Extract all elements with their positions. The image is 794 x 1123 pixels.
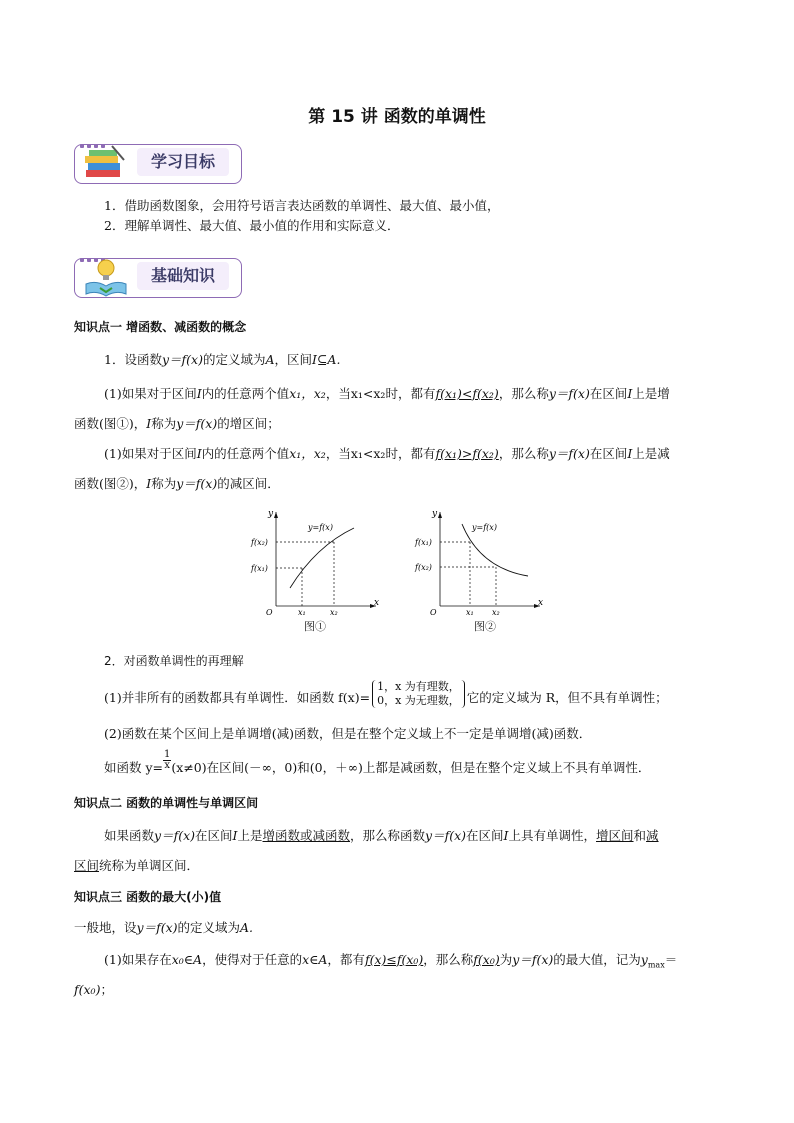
open-book-lightbulb-icon [82,256,130,298]
increasing-curve [290,528,354,588]
x1-label: x₁ [466,608,474,616]
kp1b-line1: (1)并非所有的函数都具有单调性．如函数 f(x)= 1，x 为有理数， 0，x 为无理数， 它的定义域为 R，但不具有单调性； [104,680,668,707]
goal-item: 1．借助函数图象，会用符号语言表达函数的单调性、最大值、最小值， [104,198,500,213]
kp2-line2: 区间统称为单调区间． [74,858,200,873]
y-label: y [432,509,438,519]
kp1-increasing-def-line1: (1)如果对于区间I内的任意两个值x₁，x₂，当x₁<x₂时，都有f(x₁)<f(x₂)，那么称y＝f(x)在区间I上是增 [104,386,670,401]
goal-item: 2．理解单调性、最大值、最小值的作用和实际意义． [104,218,400,233]
piecewise-cases: 1，x 为有理数， 0，x 为无理数， [372,680,465,708]
x-label: x [538,598,544,608]
origin-label: O [266,608,273,616]
kp3-line1: 一般地，设y＝f(x)的定义域为A. [74,920,254,935]
banner-label: 学习目标 [137,148,229,176]
kp3-line3: f(x₀)； [74,982,113,997]
figure-increasing-function [246,506,386,616]
kp1-heading: 知识点一 增函数、减函数的概念 [74,320,247,334]
kp3-heading: 知识点三 函数的最大(小)值 [74,890,222,904]
x1-label: x₁ [298,608,306,616]
kp3-line2: (1)如果存在x₀∈A，使得对于任意的x∈A，都有f(x)≤f(x₀)，那么称f(x₀)为y＝f(x)的最大值，记为$y_{max}=$ [104,952,678,970]
x-label: x [374,598,380,608]
kp1-intro: 1．设函数y＝f(x)的定义域为A，区间I⊆A. [104,352,341,367]
fx1-label: f(x₁) [415,538,432,547]
x2-label: x₂ [330,608,338,616]
books-icon [82,142,130,184]
kp1b-heading: 2．对函数单调性的再理解 [104,654,244,668]
kp1-decreasing-def-line2: 函数(图②)，I称为y＝f(x)的减区间． [74,476,280,491]
kp1-increasing-def-line2: 函数(图①)，I称为y＝f(x)的增区间； [74,416,280,431]
origin-label: O [430,608,437,616]
fx1-label: f(x₁) [251,564,268,573]
fraction-1-over-x: $\frac{1}{x}$ [164,749,171,771]
curve-label: y=f(x) [308,523,333,532]
fx2-label: f(x₂) [415,563,432,572]
banner-learning-goals [74,140,242,186]
kp1-decreasing-def-line1: (1)如果对于区间I内的任意两个值x₁，x₂，当x₁<x₂时，都有f(x₁)>f(x₂)，那么称y＝f(x)在区间I上是减 [104,446,670,461]
kp1b-line3: 如函数 y= $\frac{1}{x}$ (x≠0)在区间(－∞，0)和(0，＋∞)上都是减函数，但是在整个定义域上不具有单调性． [104,749,651,775]
x2-label: x₂ [492,608,500,616]
fig1-caption: 图① [304,620,326,633]
fx2-label: f(x₂) [251,538,268,547]
kp2-line1: 如果函数y＝f(x)在区间I上是增函数或减函数，那么称函数y＝f(x)在区间I上具有单调性，增区间和减 [104,828,659,843]
banner-basic-knowledge [74,254,242,300]
fig2-caption: 图② [474,620,496,633]
banner-label: 基础知识 [137,262,229,290]
page-title: 第 15 讲 函数的单调性 [308,107,486,127]
curve-label: y=f(x) [472,523,497,532]
y-label: y [268,509,274,519]
figure-decreasing-function [410,506,550,616]
kp2-heading: 知识点二 函数的单调性与单调区间 [74,796,259,810]
kp1b-line2: (2)函数在某个区间上是单调增(减)函数，但是在整个定义域上不一定是单调增(减)函数． [104,726,592,741]
